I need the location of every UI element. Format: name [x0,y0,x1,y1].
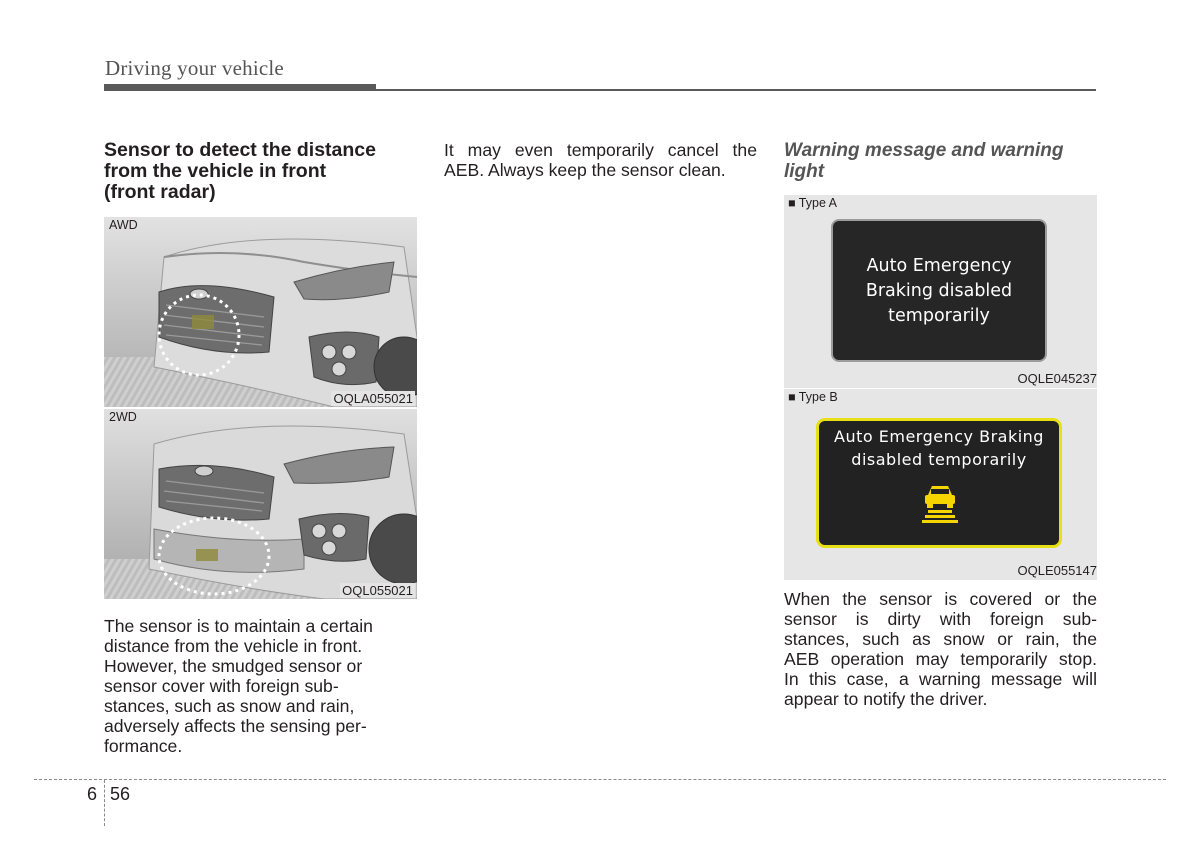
page-number-divider [104,780,105,826]
type-b-label: ■ Type B [788,390,838,404]
middle-body-line: It may even temporarily cancel the [444,140,757,160]
left-body-line: adversely affects the sensing per- [104,716,367,736]
type-a-message-line: temporarily [888,306,990,326]
footer-dashed-rule [34,779,1166,780]
left-body-line: stances, such as snow and rain, [104,696,355,716]
right-body-line: stances, such as snow or rain, the [784,629,1097,649]
type-b-message-line: Auto Emergency Braking [834,427,1044,446]
figure-2wd-label: 2WD [109,410,137,424]
right-body-line: AEB operation may temporarily stop. [784,649,1097,669]
left-body-line: sensor cover with foreign sub- [104,676,339,696]
figure-2wd-code: OQL055021 [342,583,413,598]
type-b-code: OQLE055147 [1017,563,1097,578]
type-a-label: ■ Type A [788,196,838,210]
left-body-line: distance from the vehicle in front. [104,636,363,656]
type-a-code: OQLE045237 [1017,371,1097,386]
left-heading-line: Sensor to detect the distance [104,139,376,161]
left-body-text [104,616,417,756]
right-body-line: sensor is dirty with foreign sub- [784,609,1097,629]
figure-2wd-car [104,409,417,599]
left-body-line: The sensor is to maintain a certain [104,616,373,636]
left-heading-line: (front radar) [104,181,216,203]
left-heading [104,140,424,203]
section-title: Driving your vehicle [105,56,284,80]
right-body-line: When the sensor is covered or the [784,589,1097,609]
type-b-panel [784,388,1097,580]
type-b-message [819,425,1059,471]
fca-warning-car-icon [919,481,961,527]
right-heading-line: Warning message and warning [784,140,1064,161]
type-b-message-line: disabled temporarily [851,450,1027,469]
middle-body-line: AEB. Always keep the sensor clean. [444,160,726,180]
left-body-line: formance. [104,736,183,756]
type-b-display [816,418,1062,548]
right-body-text [784,589,1097,709]
figure-awd-car [104,217,417,407]
left-heading-line: from the vehicle in front [104,160,327,182]
page-number: 56 [110,784,131,804]
awd-car-illustration [104,217,417,407]
right-body-line: In this case, a warning message will [784,669,1097,689]
header-rule-thin [104,89,1096,91]
right-heading [784,140,1097,182]
type-a-panel [784,195,1097,388]
chapter-number: 6 [87,784,98,804]
type-a-display [831,219,1047,362]
right-body-line: appear to notify the driver. [784,689,988,709]
right-heading-line: light [784,161,825,182]
type-a-message-line: Braking disabled [865,281,1013,301]
figure-awd-code: OQLA055021 [333,391,413,406]
figure-awd-label: AWD [109,218,138,232]
left-body-line: However, the smudged sensor or [104,656,363,676]
middle-body-text [444,140,757,180]
2wd-car-illustration [104,409,417,599]
type-a-message-line: Auto Emergency [866,256,1012,276]
type-a-message [833,254,1045,329]
